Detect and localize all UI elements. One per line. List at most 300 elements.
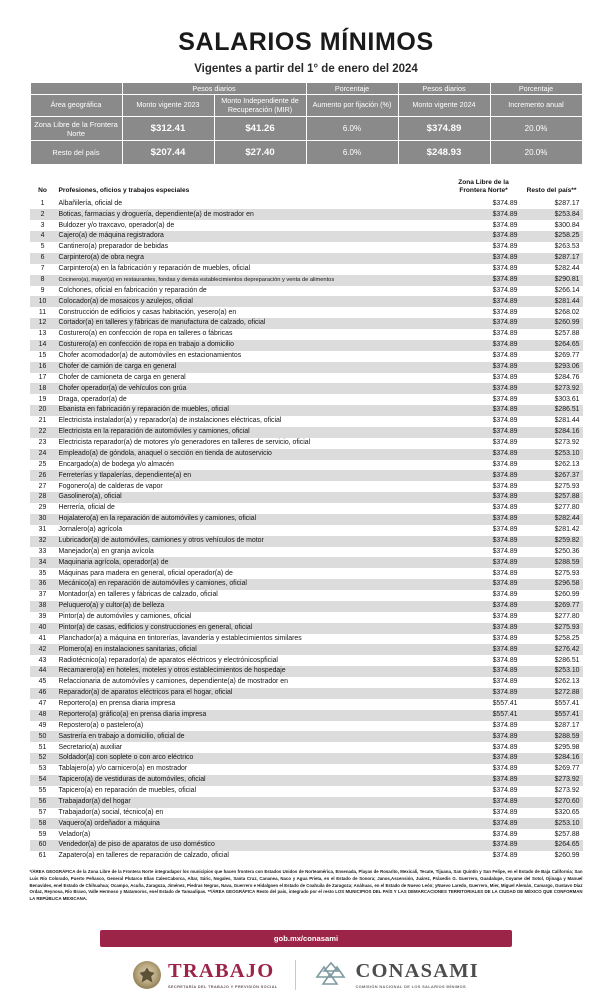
summary-column-header: Monto vigente 2024: [399, 95, 490, 116]
table-row: [30, 296, 583, 307]
cell-zona-libre-amount: $374.89: [492, 460, 518, 468]
logo-divider: [295, 960, 296, 990]
cell-profession: Reportero(a) en prensa diaria impresa: [58, 700, 176, 708]
table-row: [30, 699, 583, 710]
cell-zona-libre-amount: $374.89: [447, 753, 521, 764]
page-header: [0, 0, 612, 75]
col-header-no: No: [38, 186, 47, 194]
table-row: [30, 612, 583, 623]
table-row: [30, 840, 583, 851]
cell-row-number: 3: [40, 221, 45, 229]
cell-zona-libre-amount: $374.89: [492, 613, 518, 621]
cell-zona-libre-amount: $374.89: [492, 482, 518, 490]
table-row: [30, 220, 583, 231]
table-row: [30, 514, 583, 525]
cell-zona-libre-amount: $374.89: [492, 591, 518, 599]
cell-resto-pais-amount: $287.17: [554, 721, 580, 729]
cell-profession: Chofer de camioneta de carga en general: [58, 373, 186, 381]
summary-group-header: Pesos diarios: [123, 83, 306, 94]
cell-row-number: 33: [38, 547, 47, 555]
col-header-zona-libre: Zona Libre de la Frontera Norte*: [458, 179, 509, 194]
cell-profession: Planchador(a) a máquina en tintorerías, lavandería y establecimientos similares: [58, 634, 302, 642]
summary-column-header: Monto Independiente de Recuperación (MIR): [215, 95, 306, 116]
cell-zona-libre-amount: $374.89: [492, 808, 518, 816]
cell-row-number: 2: [30, 209, 56, 220]
cell-row-number: 42: [30, 644, 56, 655]
cell-zona-libre-amount: $374.89: [447, 253, 521, 264]
summary-table: [30, 82, 583, 165]
cell-row-number: 60: [30, 840, 56, 851]
cell-row-number: 49: [38, 721, 47, 729]
cell-row-number: 6: [30, 253, 56, 264]
cell-resto-pais-amount: $286.51: [554, 656, 580, 664]
summary-group-header: Pesos diarios: [399, 83, 490, 94]
summary-cell-monto-2023: $207.44: [123, 141, 214, 164]
cell-profession: Electricista en la reparación de automóviles y camiones, oficial: [56, 427, 447, 438]
cell-profession: Electricista reparador(a) de motores y/o generadores en talleres de servicio, oficial: [58, 439, 311, 447]
cell-resto-pais-amount: $253.10: [521, 449, 583, 460]
professions-table-head: [30, 177, 583, 199]
cell-row-number: 53: [38, 765, 47, 773]
table-row: [30, 503, 583, 514]
cell-row-number: 41: [38, 634, 47, 642]
cell-zona-libre-amount: $374.89: [492, 526, 518, 534]
cell-zona-libre-amount: $374.89: [447, 579, 521, 590]
cell-resto-pais-amount: $282.44: [521, 514, 583, 525]
summary-cell-incremento: 20.0%: [491, 117, 582, 140]
table-row: [30, 492, 583, 503]
cell-profession: Vaquero(a) ordeñador a máquina: [56, 818, 447, 829]
cell-row-number: 29: [38, 504, 47, 512]
cell-row-number: 5: [40, 243, 45, 251]
cell-zona-libre-amount: $374.89: [447, 775, 521, 786]
cell-profession: Refaccionaria de automóviles y camiones, dependiente(a) de mostrador en: [58, 678, 288, 686]
cell-profession: Chofer de camión de carga en general: [56, 362, 447, 373]
table-row: [30, 373, 583, 384]
cell-resto-pais-amount: $253.10: [521, 666, 583, 677]
cell-zona-libre-amount: $374.89: [447, 427, 521, 438]
cell-zona-libre-amount: $374.89: [447, 840, 521, 851]
cell-row-number: 26: [30, 470, 56, 481]
cell-zona-libre-amount: $374.89: [447, 231, 521, 242]
cell-row-number: 25: [38, 460, 47, 468]
cell-resto-pais-amount: $303.61: [554, 395, 580, 403]
cell-row-number: 47: [38, 700, 47, 708]
table-row: [30, 438, 583, 449]
cell-resto-pais-amount: $557.41: [554, 700, 580, 708]
cell-resto-pais-amount: $281.44: [554, 417, 580, 425]
table-row: [30, 710, 583, 721]
cell-resto-pais-amount: $266.14: [554, 286, 580, 294]
table-row: [30, 340, 583, 351]
mexican-eagle-icon: [133, 961, 161, 989]
cell-resto-pais-amount: $320.65: [554, 808, 580, 816]
cell-profession: Tapicero(a) de vestiduras de automóviles, oficial: [56, 775, 447, 786]
conasami-logo: [314, 961, 479, 989]
table-row: [30, 742, 583, 753]
summary-cell-mir: $27.40: [215, 141, 306, 164]
cell-row-number: 40: [30, 623, 56, 634]
cell-profession: Carpintero(a) de obra negra: [56, 253, 447, 264]
cell-profession: Peluquero(a) y cultor(a) de belleza: [56, 601, 447, 612]
cell-row-number: 34: [30, 557, 56, 568]
cell-zona-libre-amount: $374.89: [492, 265, 518, 273]
cell-zona-libre-amount: $374.89: [492, 787, 518, 795]
cell-row-number: 52: [30, 753, 56, 764]
cell-row-number: 8: [30, 275, 56, 286]
cell-zona-libre-amount: $374.89: [492, 352, 518, 360]
table-row: [30, 199, 583, 210]
cell-row-number: 44: [30, 666, 56, 677]
cell-profession: Buldozer y/o traxcavo, operador(a) de: [58, 221, 175, 229]
table-row: [30, 536, 583, 547]
cell-zona-libre-amount: $374.89: [447, 405, 521, 416]
cell-resto-pais-amount: $275.93: [554, 569, 580, 577]
cell-row-number: 43: [38, 656, 47, 664]
cell-resto-pais-amount: $287.17: [521, 253, 583, 264]
table-row: [30, 688, 583, 699]
cell-zona-libre-amount: $374.89: [447, 818, 521, 829]
table-row: [30, 449, 583, 460]
table-row: [30, 231, 583, 242]
cell-profession: Construcción de edificios y casas habitación, yesero(a) en: [58, 308, 237, 316]
cell-zona-libre-amount: $374.89: [492, 547, 518, 555]
cell-resto-pais-amount: $269.77: [554, 765, 580, 773]
professions-table: [30, 177, 583, 862]
summary-cell-aumento: 6.0%: [307, 141, 398, 164]
summary-column-header-row: [31, 95, 582, 116]
cell-row-number: 13: [38, 330, 47, 338]
cell-profession: Pintor(a) de casas, edificios y construcciones en general, oficial: [56, 623, 447, 634]
summary-group-header: Porcentaje: [491, 83, 582, 94]
col-header-profession: Profesiones, oficios y trabajos especiales: [58, 186, 190, 194]
cell-resto-pais-amount: $300.84: [554, 221, 580, 229]
cell-profession: Herrería, oficial de: [58, 504, 115, 512]
cell-row-number: 4: [30, 231, 56, 242]
cell-profession: Soldador(a) con soplete o con arco eléctrico: [56, 753, 447, 764]
cell-profession: Chofer acomodador(a) de automóviles en estacionamientos: [58, 352, 242, 360]
cell-resto-pais-amount: $259.82: [521, 536, 583, 547]
cell-zona-libre-amount: $374.89: [447, 644, 521, 655]
cell-profession: Vendedor(a) de piso de aparatos de uso doméstico: [56, 840, 447, 851]
cell-zona-libre-amount: $374.89: [492, 308, 518, 316]
cell-zona-libre-amount: $374.89: [447, 275, 521, 286]
cell-row-number: 22: [30, 427, 56, 438]
cell-profession: Máquinas para madera en general, oficial operador(a) de: [58, 569, 233, 577]
table-row: [30, 775, 583, 786]
cell-zona-libre-amount: $374.89: [447, 731, 521, 742]
conasami-logo-subtitle: COMISIÓN NACIONAL DE LOS SALARIOS MÍNIMOS: [355, 983, 466, 989]
summary-group-header-row: [31, 83, 582, 94]
cell-zona-libre-amount: $374.89: [492, 286, 518, 294]
cell-resto-pais-amount: $290.81: [521, 275, 583, 286]
cell-profession: Lubricador(a) de automóviles, camiones y otros vehículos de motor: [56, 536, 447, 547]
cell-zona-libre-amount: $374.89: [492, 634, 518, 642]
cell-zona-libre-amount: $374.89: [492, 678, 518, 686]
site-url-bar[interactable]: gob.mx/conasami: [100, 930, 512, 947]
table-row: [30, 557, 583, 568]
cell-zona-libre-amount: $374.89: [447, 623, 521, 634]
cell-resto-pais-amount: $295.98: [554, 743, 580, 751]
summary-group-header: [31, 83, 122, 94]
cell-row-number: 28: [30, 492, 56, 503]
cell-profession: Manejador(a) en granja avícola: [58, 547, 154, 555]
cell-profession: Maquinaria agrícola, operador(a) de: [56, 557, 447, 568]
cell-resto-pais-amount: $269.77: [554, 352, 580, 360]
cell-zona-libre-amount: $374.89: [492, 743, 518, 751]
cell-row-number: 21: [38, 417, 47, 425]
page-title: SALARIOS MÍNIMOS: [178, 28, 434, 56]
table-row: [30, 818, 583, 829]
cell-profession: Draga, operador(a) de: [58, 395, 127, 403]
cell-resto-pais-amount: $253.10: [521, 818, 583, 829]
table-row: [30, 209, 583, 220]
table-row: [30, 623, 583, 634]
cell-row-number: 50: [30, 731, 56, 742]
cell-zona-libre-amount: $374.89: [447, 383, 521, 394]
cell-row-number: 58: [30, 818, 56, 829]
cell-profession: Pintor(a) de automóviles y camiones, oficial: [58, 613, 192, 621]
table-row: [30, 808, 583, 819]
cell-resto-pais-amount: $284.76: [554, 373, 580, 381]
trabajo-logo-subtitle: SECRETARÍA DEL TRABAJO Y PREVISIÓN SOCIAL: [168, 983, 278, 989]
cell-profession: Carpintero(a) en la fabricación y reparación de muebles, oficial: [58, 265, 251, 273]
cell-zona-libre-amount: $374.89: [492, 656, 518, 664]
cell-profession: Electricista instalador(a) y reparador(a) de instalaciones eléctricas, oficial: [58, 417, 282, 425]
cell-profession: Chofer operador(a) de vehículos con grúa: [56, 383, 447, 394]
cell-zona-libre-amount: $374.89: [447, 601, 521, 612]
cell-row-number: 19: [38, 395, 47, 403]
cell-profession: Reparador(a) de aparatos eléctricos para el hogar, oficial: [56, 688, 447, 699]
table-row: [30, 481, 583, 492]
cell-row-number: 61: [38, 852, 47, 860]
table-row: [30, 525, 583, 536]
table-row: [30, 547, 583, 558]
cell-resto-pais-amount: $287.17: [554, 199, 580, 207]
cell-resto-pais-amount: $288.59: [521, 557, 583, 568]
cell-profession: Tablajero(a) y/o carnicero(a) en mostrador: [58, 765, 188, 773]
cell-profession: Cantinero(a) preparador de bebidas: [58, 243, 169, 251]
table-row: [30, 427, 583, 438]
conasami-logo-name: CONASAMI: [355, 960, 479, 983]
cell-resto-pais-amount: $257.88: [554, 830, 580, 838]
cell-zona-libre-amount: $374.89: [447, 340, 521, 351]
cell-resto-pais-amount: $277.80: [554, 504, 580, 512]
table-row: [30, 797, 583, 808]
cell-profession: Boticas, farmacias y droguería, dependiente(a) de mostrador en: [56, 209, 447, 220]
cell-resto-pais-amount: $273.92: [554, 787, 580, 795]
table-row: [30, 731, 583, 742]
cell-row-number: 37: [38, 591, 47, 599]
cell-row-number: 57: [38, 808, 47, 816]
cell-row-number: 36: [30, 579, 56, 590]
cell-row-number: 56: [30, 797, 56, 808]
cell-profession: Costurero(a) en confección de ropa en trabajo a domicilio: [56, 340, 447, 351]
cell-resto-pais-amount: $286.51: [521, 405, 583, 416]
page-subtitle: Vigentes a partir del 1° de enero del 2024: [194, 63, 418, 75]
cell-zona-libre-amount: $374.89: [492, 852, 518, 860]
cell-zona-libre-amount: $374.89: [447, 296, 521, 307]
col-header-resto-pais: Resto del país**: [526, 186, 577, 194]
table-row: [30, 590, 583, 601]
summary-cell-monto-2023: $312.41: [123, 117, 214, 140]
cell-resto-pais-amount: $277.80: [554, 613, 580, 621]
cell-profession: Tapicero(a) en reparación de muebles, oficial: [58, 787, 197, 795]
cell-row-number: 59: [38, 830, 47, 838]
summary-cell-monto-2024: $248.93: [399, 141, 490, 164]
cell-resto-pais-amount: $273.92: [554, 439, 580, 447]
cell-row-number: 20: [30, 405, 56, 416]
cell-zona-libre-amount: $374.89: [492, 721, 518, 729]
table-row: [30, 851, 583, 862]
cell-zona-libre-amount: $374.89: [447, 797, 521, 808]
professions-table-wrap: [30, 177, 583, 862]
cell-row-number: 14: [30, 340, 56, 351]
cell-profession: Ferreterías y tlapalerías, dependiente(a) en: [56, 470, 447, 481]
cell-resto-pais-amount: $272.88: [521, 688, 583, 699]
cell-zona-libre-amount: $374.89: [447, 318, 521, 329]
cell-resto-pais-amount: $267.37: [521, 470, 583, 481]
table-row: [30, 318, 583, 329]
cell-profession: Fogonero(a) de calderas de vapor: [58, 482, 163, 490]
cell-resto-pais-amount: $250.36: [554, 547, 580, 555]
cell-zona-libre-amount: $374.89: [447, 492, 521, 503]
trabajo-logo: [133, 961, 277, 989]
table-row: [30, 753, 583, 764]
cell-row-number: 7: [40, 265, 45, 273]
cell-row-number: 16: [30, 362, 56, 373]
cell-row-number: 12: [30, 318, 56, 329]
cell-profession: Reportero(a) gráfico(a) en prensa diaria impresa: [56, 710, 447, 721]
cell-profession: Mecánico(a) en reparación de automóviles y camiones, oficial: [56, 579, 447, 590]
cell-resto-pais-amount: $282.44: [554, 265, 580, 273]
cell-resto-pais-amount: $269.77: [521, 601, 583, 612]
table-header-row: [30, 177, 583, 199]
cell-resto-pais-amount: $260.99: [554, 591, 580, 599]
summary-row: [31, 141, 582, 164]
table-row: [30, 786, 583, 797]
cell-resto-pais-amount: $275.93: [521, 623, 583, 634]
cell-zona-libre-amount: $374.89: [492, 830, 518, 838]
table-row: [30, 721, 583, 732]
table-row: [30, 242, 583, 253]
logo-row: [0, 947, 612, 1008]
table-row: [30, 405, 583, 416]
cell-row-number: 11: [38, 308, 47, 316]
summary-cell-monto-2024: $374.89: [399, 117, 490, 140]
summary-column-header: Área geográfica: [31, 95, 122, 116]
cell-row-number: 51: [38, 743, 47, 751]
table-row: [30, 351, 583, 362]
cell-row-number: 17: [38, 373, 47, 381]
table-row: [30, 579, 583, 590]
summary-cell-area: Resto del país: [31, 141, 122, 164]
cell-profession: Radiotécnico(a) reparador(a) de aparatos eléctricos y electrónicospficial: [58, 656, 278, 664]
cell-zona-libre-amount: $374.89: [447, 514, 521, 525]
cell-row-number: 9: [40, 286, 45, 294]
summary-cell-aumento: 6.0%: [307, 117, 398, 140]
cell-resto-pais-amount: $276.42: [521, 644, 583, 655]
cell-profession: Zapatero(a) en talleres de reparación de calzado, oficial: [58, 852, 229, 860]
trabajo-logo-name: TRABAJO: [168, 960, 275, 983]
conasami-mark-icon: [314, 961, 348, 989]
cell-resto-pais-amount: $268.02: [554, 308, 580, 316]
cell-zona-libre-amount: $374.89: [492, 504, 518, 512]
cell-row-number: 10: [30, 296, 56, 307]
table-row: [30, 764, 583, 775]
cell-row-number: 27: [38, 482, 47, 490]
summary-group-header: Porcentaje: [307, 83, 398, 94]
cell-resto-pais-amount: $262.13: [554, 460, 580, 468]
cell-profession: Trabajador(a) social, técnico(a) en: [58, 808, 164, 816]
table-row: [30, 394, 583, 405]
cell-zona-libre-amount: $374.89: [447, 209, 521, 220]
cell-row-number: 15: [38, 352, 47, 360]
cell-resto-pais-amount: $257.88: [521, 492, 583, 503]
cell-zona-libre-amount: $374.89: [492, 221, 518, 229]
cell-row-number: 23: [38, 439, 47, 447]
cell-profession: Gasolinero(a), oficial: [56, 492, 447, 503]
footnote-text: */ÁREA GEOGRÁFICA de la Zona Libre de la Frontera Norte integradapor los municipios que hacen frontera con Estados Unidos de Norteamérica, Ensenada, Playas de Rosarito, Mexicali, Tecate, Tijuana, San Quintín y San Felipe, en el Estado de Baja California; San Luis Río Colorado, Puerto Peñasco, General Plutarco Elías CalesCaborca, Altar, Sáric, Nogales, Santa Cruz, Cananea, Naco y Agua Prieta, en el Estado de Sonora; Janos,Ascensión, Juárez, Práxedis G. Guerrero, Guadalupe, Coyame del Sotol, Ojinaga y Manuel Benavides, enel Estado de Chihuahua; Ocampo, Acuña, Zaragoza, Jiménez, Piedras Negras, Nava, Guerrero e Hidalgoen el Estado de Coahuila de Zaragoza; Anáhuac, en el Estado de Nuevo León; yNuevo Laredo, Guerrero, Mier, Miguel Alemán, Camargo, Gustavo Díaz Ordaz, Reynosa, Río Bravo, Valle Hermoso y Matamoros, enel Estado de Tamaulipas. **/ÁREA GEOGRÁFICA Resto del país, integrado por el resto LOS MUNICIPIOS DEL PAÍS Y LAS DEMARCACIONES TERRITORIALES DE LA CIUDAD DE MÉXICO QUE CONFORMAN LA REPÚBLICA MEXICANA.: [29, 868, 583, 902]
cell-row-number: 46: [30, 688, 56, 699]
table-row: [30, 829, 583, 840]
cell-profession: Velador(a): [58, 830, 91, 838]
cell-zona-libre-amount: $557.41: [492, 700, 518, 708]
cell-zona-libre-amount: $374.89: [492, 765, 518, 773]
table-row: [30, 253, 583, 264]
table-row: [30, 362, 583, 373]
cell-zona-libre-amount: $374.89: [447, 688, 521, 699]
cell-profession: Jornalero(a) agrícola: [58, 526, 123, 534]
cell-zona-libre-amount: $374.89: [492, 395, 518, 403]
cell-profession: Hojalatero(a) en la reparación de automóviles y camiones, oficial: [56, 514, 447, 525]
cell-resto-pais-amount: $281.44: [521, 296, 583, 307]
table-row: [30, 416, 583, 427]
cell-resto-pais-amount: $273.92: [521, 775, 583, 786]
cell-resto-pais-amount: $258.25: [521, 231, 583, 242]
summary-cell-incremento: 20.0%: [491, 141, 582, 164]
cell-profession: Colchones, oficial en fabricación y reparación de: [58, 286, 207, 294]
cell-zona-libre-amount: $374.89: [447, 557, 521, 568]
cell-resto-pais-amount: $262.13: [554, 678, 580, 686]
cell-profession: Sastrería en trabajo a domicilio, oficial de: [56, 731, 447, 742]
cell-row-number: 24: [30, 449, 56, 460]
cell-profession: Empleado(a) de góndola, anaquel o sección en tienda de autoservicio: [56, 449, 447, 460]
cell-profession: Trabajador(a) del hogar: [56, 797, 447, 808]
cell-resto-pais-amount: $263.53: [554, 243, 580, 251]
cell-profession: Montador(a) en talleres y fábricas de calzado, oficial: [58, 591, 218, 599]
cell-profession: Ebanista en fabricación y reparación de muebles, oficial: [56, 405, 447, 416]
table-row: [30, 644, 583, 655]
cell-profession: Costurero(a) en confección de ropa en talleres o fábricas: [58, 330, 233, 338]
summary-column-header: Incremento anual: [491, 95, 582, 116]
cell-zona-libre-amount: $374.89: [492, 199, 518, 207]
cell-row-number: 45: [38, 678, 47, 686]
professions-table-body: [30, 199, 583, 862]
cell-zona-libre-amount: $374.89: [447, 536, 521, 547]
cell-resto-pais-amount: $281.42: [554, 526, 580, 534]
table-row: [30, 275, 583, 286]
cell-resto-pais-amount: $270.60: [521, 797, 583, 808]
cell-resto-pais-amount: $284.16: [521, 753, 583, 764]
cell-profession: Cortador(a) en talleres y fábricas de manufactura de calzado, oficial: [56, 318, 447, 329]
cell-resto-pais-amount: $293.06: [521, 362, 583, 373]
cell-profession: Plomero(a) en instalaciones sanitarias, oficial: [56, 644, 447, 655]
cell-zona-libre-amount: $374.89: [447, 449, 521, 460]
cell-resto-pais-amount: $257.88: [554, 330, 580, 338]
cell-zona-libre-amount: $557.41: [447, 710, 521, 721]
cell-resto-pais-amount: $258.25: [554, 634, 580, 642]
